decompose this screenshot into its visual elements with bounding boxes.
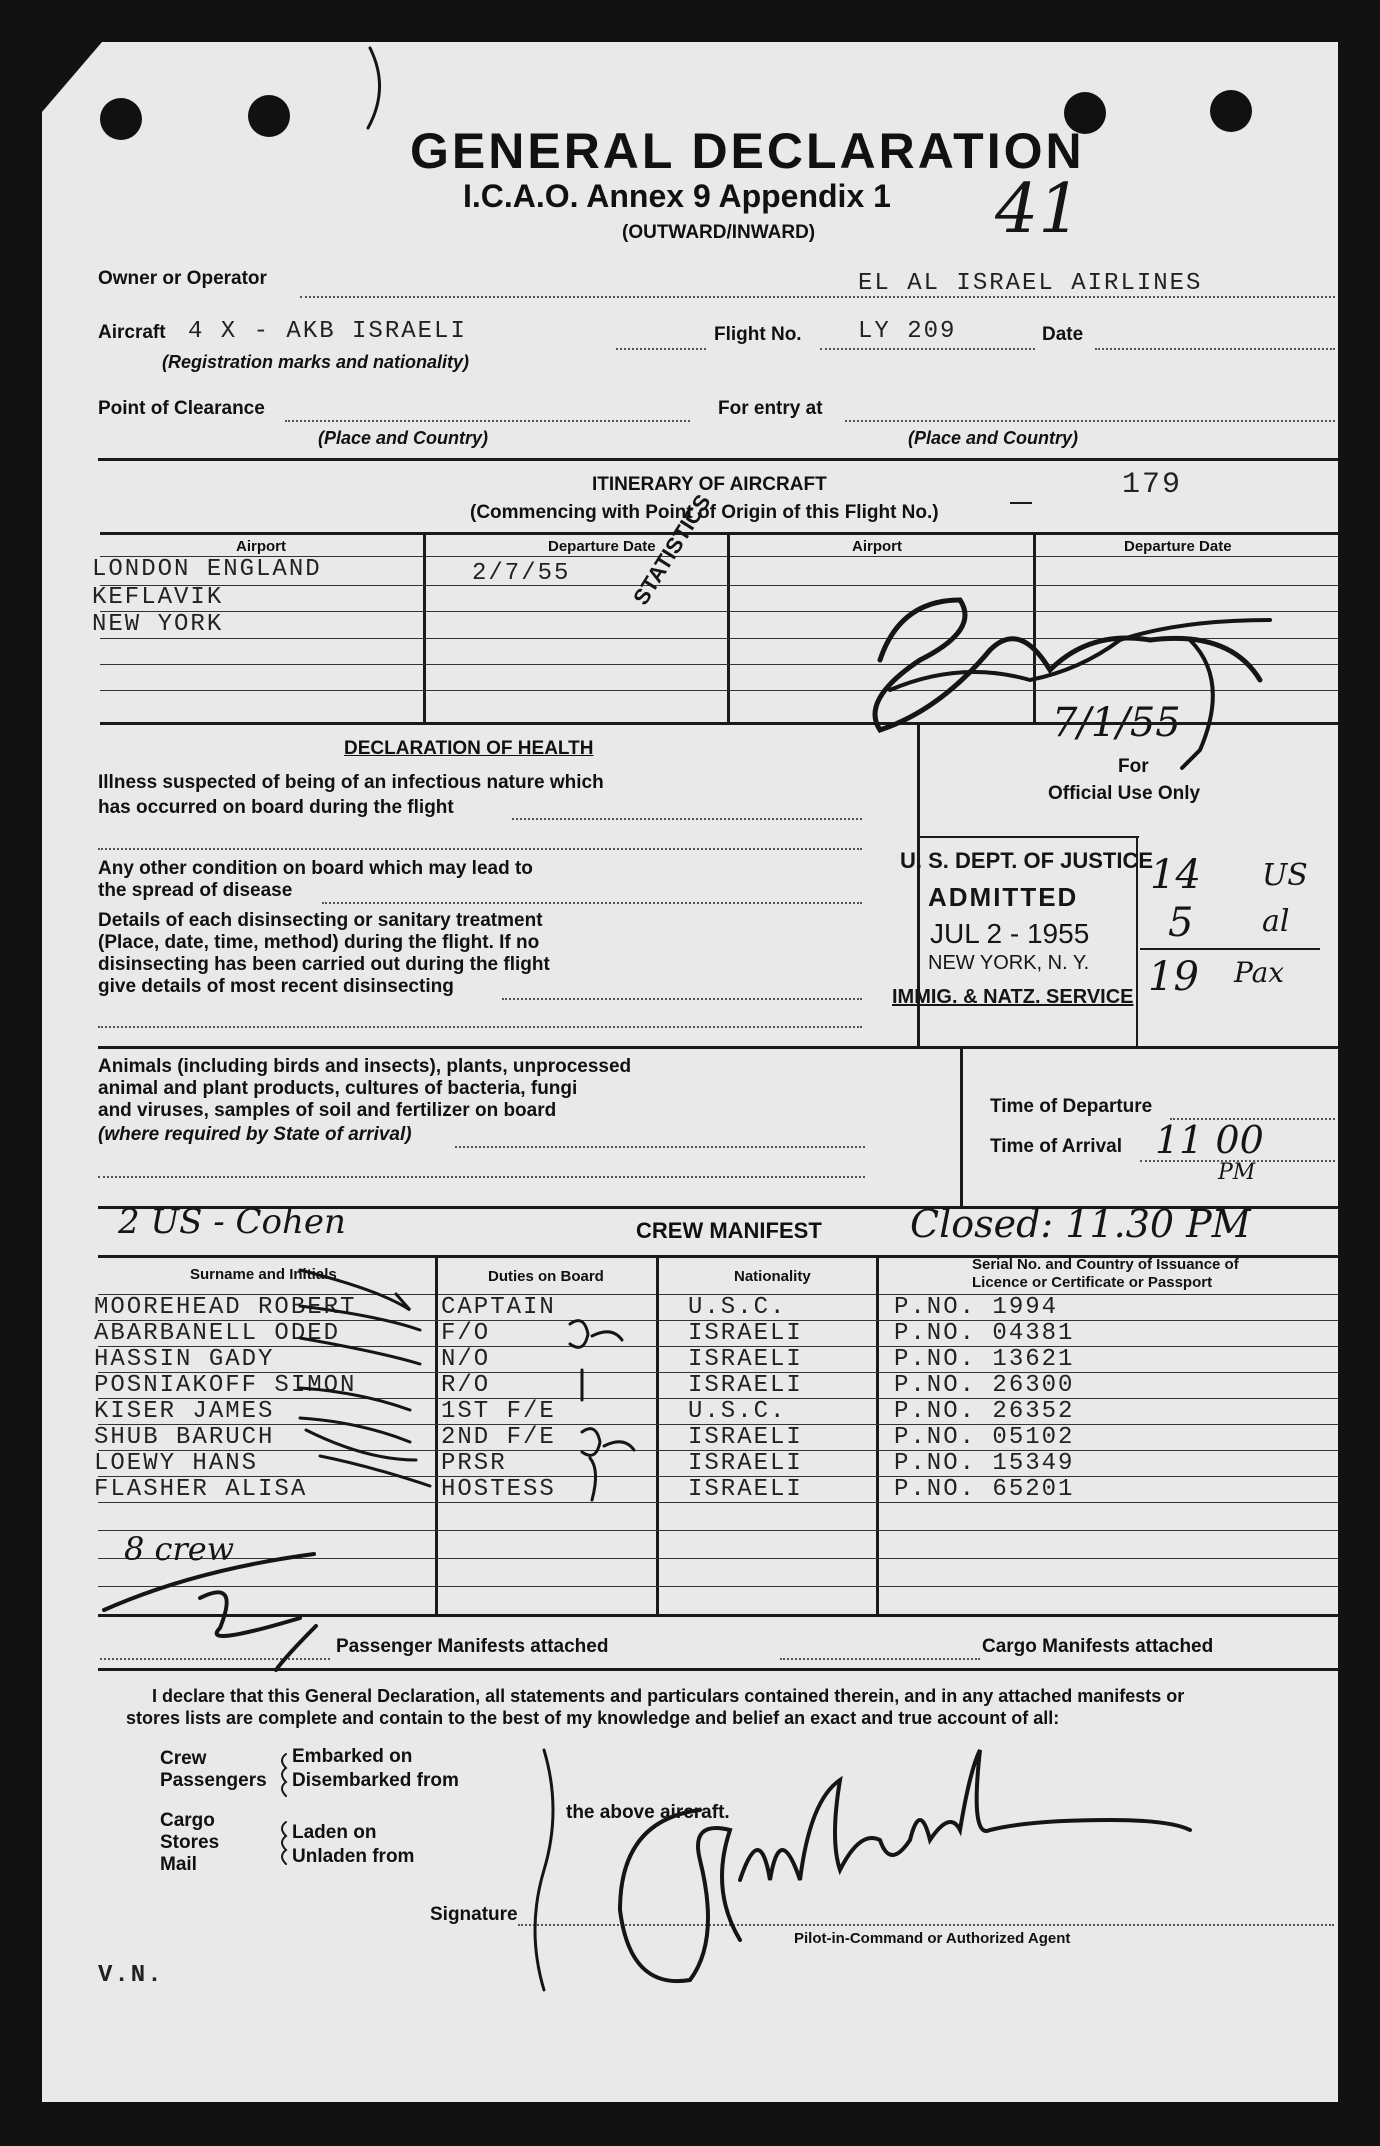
official-note-b: US — [1262, 858, 1308, 893]
crew-nat-4: ISRAELI — [688, 1372, 803, 1399]
decl-unladen: Unladen from — [292, 1846, 415, 1867]
health-q3-line4: give details of most recent disinsecting — [98, 976, 454, 997]
crew-note-left: 2 US - Cohen — [118, 1202, 346, 1242]
decl-above: the above aircraft. — [566, 1802, 730, 1823]
crew-name-3: HASSIN GADY — [94, 1346, 275, 1373]
owner-value: EL AL ISRAEL AIRLINES — [858, 270, 1203, 297]
crew-name-8: FLASHER ALISA — [94, 1476, 308, 1503]
itinerary-row-2: KEFLAVIK — [92, 584, 224, 611]
official-note-f: Pax — [1234, 956, 1285, 989]
stamp-line-5: IMMIG. & NATZ. SERVICE — [892, 986, 1134, 1008]
form-direction: (OUTWARD/INWARD) — [622, 222, 816, 243]
flight-label: Flight No. — [714, 324, 802, 345]
arrival-pm: PM — [1218, 1160, 1256, 1185]
animals-line2: animal and plant products, cultures of bacteria, fungi — [98, 1078, 578, 1099]
crew-duty-6: 2ND F/E — [441, 1424, 556, 1451]
stamp-line-1: U. S. DEPT. OF JUSTICE — [900, 848, 1154, 873]
official-note-e: 19 — [1148, 954, 1199, 1000]
passenger-manifest-label: Passenger Manifests attached — [336, 1636, 609, 1657]
health-q1-line1: Illness suspected of being of an infectious nature which — [98, 772, 604, 793]
clearance-place: (Place and Country) — [318, 428, 489, 448]
itinerary-row-1: LONDON ENGLAND — [92, 556, 322, 583]
official-use-only: Official Use Only — [1048, 783, 1201, 804]
stamp-line-3: JUL 2 - 1955 — [930, 918, 1090, 949]
animals-line1: Animals (including birds and insects), plants, unprocessed — [98, 1056, 632, 1077]
crew-nat-6: ISRAELI — [688, 1424, 803, 1451]
crew-serial-4: P.NO. 26300 — [894, 1372, 1075, 1399]
decl-mail: Mail — [160, 1854, 197, 1875]
crew-total: 8 crew — [124, 1530, 235, 1568]
itinerary-date: 2/7/55 — [472, 560, 571, 587]
crew-duty-4: R/O — [441, 1372, 491, 1399]
crew-name-6: SHUB BARUCH — [94, 1424, 275, 1451]
arrival-value: 11 00 — [1155, 1118, 1264, 1162]
itinerary-subtitle: (Commencing with Point of Origin of this Flight No.) — [470, 502, 939, 523]
declaration-line2: stores lists are complete and contain to the best of my knowledge and belief an exact and true account of all: — [126, 1708, 1060, 1728]
stamp-line-2: ADMITTED — [928, 882, 1079, 912]
cargo-manifest-label: Cargo Manifests attached — [982, 1636, 1214, 1657]
itinerary-number: 179 — [1122, 468, 1183, 502]
col-airport-2: Airport — [852, 538, 902, 555]
health-q1-line2: has occurred on board during the flight — [98, 797, 454, 818]
crew-duty-8: HOSTESS — [441, 1476, 556, 1503]
crew-serial-6: P.NO. 05102 — [894, 1424, 1075, 1451]
health-q3-line1: Details of each disinsecting or sanitary treatment — [98, 910, 543, 931]
signature-label: Signature — [430, 1904, 518, 1925]
decl-embarked: Embarked on — [292, 1746, 413, 1767]
crew-name-2: ABARBANELL ODED — [94, 1320, 341, 1347]
crew-serial-1: P.NO. 1994 — [894, 1294, 1059, 1321]
decl-laden: Laden on — [292, 1822, 377, 1843]
crew-manifest-title: CREW MANIFEST — [636, 1218, 822, 1243]
stamp-line-4: NEW YORK, N. Y. — [928, 952, 1090, 974]
crew-duty-1: CAPTAIN — [441, 1294, 556, 1321]
col-duties: Duties on Board — [488, 1268, 604, 1285]
health-title: DECLARATION OF HEALTH — [344, 738, 594, 759]
official-for: For — [1118, 756, 1149, 777]
declaration-bracket — [535, 1750, 553, 1990]
entry-label: For entry at — [718, 398, 823, 419]
col-departure: Departure Date — [548, 538, 656, 555]
health-q2-line1: Any other condition on board which may lead to — [98, 858, 533, 879]
decl-passengers: Passengers — [160, 1770, 267, 1791]
crew-name-5: KISER JAMES — [94, 1398, 275, 1425]
decl-crew: Crew — [160, 1748, 207, 1769]
col-serial-1: Serial No. and Country of Issuance of — [972, 1256, 1239, 1273]
crew-duty-5: 1ST F/E — [441, 1398, 556, 1425]
time-departure-label: Time of Departure — [990, 1096, 1153, 1117]
health-q2-line2: the spread of disease — [98, 880, 293, 901]
crew-duty-7: PRSR — [441, 1450, 507, 1477]
crew-nat-5: U.S.C. — [688, 1398, 787, 1425]
animals-line3: and viruses, samples of soil and fertilizer on board — [98, 1100, 557, 1121]
date-label: Date — [1042, 324, 1084, 345]
decl-stores: Stores — [160, 1832, 220, 1853]
aircraft-value: 4 X - AKB ISRAELI — [188, 318, 467, 345]
col-nationality: Nationality — [734, 1268, 811, 1285]
official-note-a: 14 — [1150, 852, 1201, 898]
form-annex: I.C.A.O. Annex 9 Appendix 1 — [463, 178, 891, 214]
official-note-d: al — [1262, 904, 1290, 939]
flight-value: LY 209 — [858, 318, 957, 345]
crew-serial-5: P.NO. 26352 — [894, 1398, 1075, 1425]
entry-place: (Place and Country) — [908, 428, 1079, 448]
crew-nat-1: U.S.C. — [688, 1294, 787, 1321]
crew-nat-8: ISRAELI — [688, 1476, 803, 1503]
declaration-line1: I declare that this General Declaration, all statements and particulars contained therein, and in any attached manifests or — [152, 1686, 1185, 1706]
crew-duty-3: N/O — [441, 1346, 491, 1373]
crew-name-1: MOOREHEAD ROBERT — [94, 1294, 357, 1321]
crew-duty-2: F/O — [441, 1320, 491, 1347]
animals-line4: (where required by State of arrival) — [98, 1124, 412, 1145]
crew-name-7: LOEWY HANS — [94, 1450, 259, 1477]
form-title: GENERAL DECLARATION — [410, 123, 1085, 179]
statistics-stamp: STATISTICS — [628, 489, 716, 610]
aircraft-label: Aircraft — [98, 322, 166, 343]
owner-label: Owner or Operator — [98, 268, 267, 289]
itinerary-row-3: NEW YORK — [92, 611, 224, 638]
clearance-label: Point of Clearance — [98, 398, 265, 419]
pilot-label: Pilot-in-Command or Authorized Agent — [794, 1930, 1071, 1947]
pilot-signature — [620, 1810, 740, 1981]
official-note-c: 5 — [1168, 900, 1194, 946]
col-departure-2: Departure Date — [1124, 538, 1232, 555]
crew-serial-3: P.NO. 13621 — [894, 1346, 1075, 1373]
aircraft-sublabel: (Registration marks and nationality) — [162, 352, 470, 372]
crew-serial-2: P.NO. 04381 — [894, 1320, 1075, 1347]
crew-nat-2: ISRAELI — [688, 1320, 803, 1347]
crew-serial-7: P.NO. 15349 — [894, 1450, 1075, 1477]
itinerary-signature — [875, 600, 1260, 730]
crew-nat-7: ISRAELI — [688, 1450, 803, 1477]
handwritten-number: 41 — [995, 170, 1082, 249]
crew-note-right: Closed: 11.30 PM — [910, 1202, 1251, 1246]
itinerary-title: ITINERARY OF AIRCRAFT — [592, 474, 827, 495]
col-surname: Surname and Initials — [190, 1266, 337, 1283]
health-q3-line3: disinsecting has been carried out during the flight — [98, 954, 550, 975]
crew-nat-3: ISRAELI — [688, 1346, 803, 1373]
crew-serial-8: P.NO. 65201 — [894, 1476, 1075, 1503]
decl-disembarked: Disembarked from — [292, 1770, 459, 1791]
health-q3-line2: (Place, date, time, method) during the flight. If no — [98, 932, 540, 953]
handwritten-date: 7/1/55 — [1052, 700, 1181, 746]
vn-mark: V.N. — [98, 1962, 164, 1989]
decl-cargo: Cargo — [160, 1810, 215, 1831]
time-arrival-label: Time of Arrival — [990, 1136, 1122, 1157]
col-serial-2: Licence or Certificate or Passport — [972, 1274, 1213, 1291]
col-airport: Airport — [236, 538, 286, 555]
crew-name-4: POSNIAKOFF SIMON — [94, 1372, 357, 1399]
